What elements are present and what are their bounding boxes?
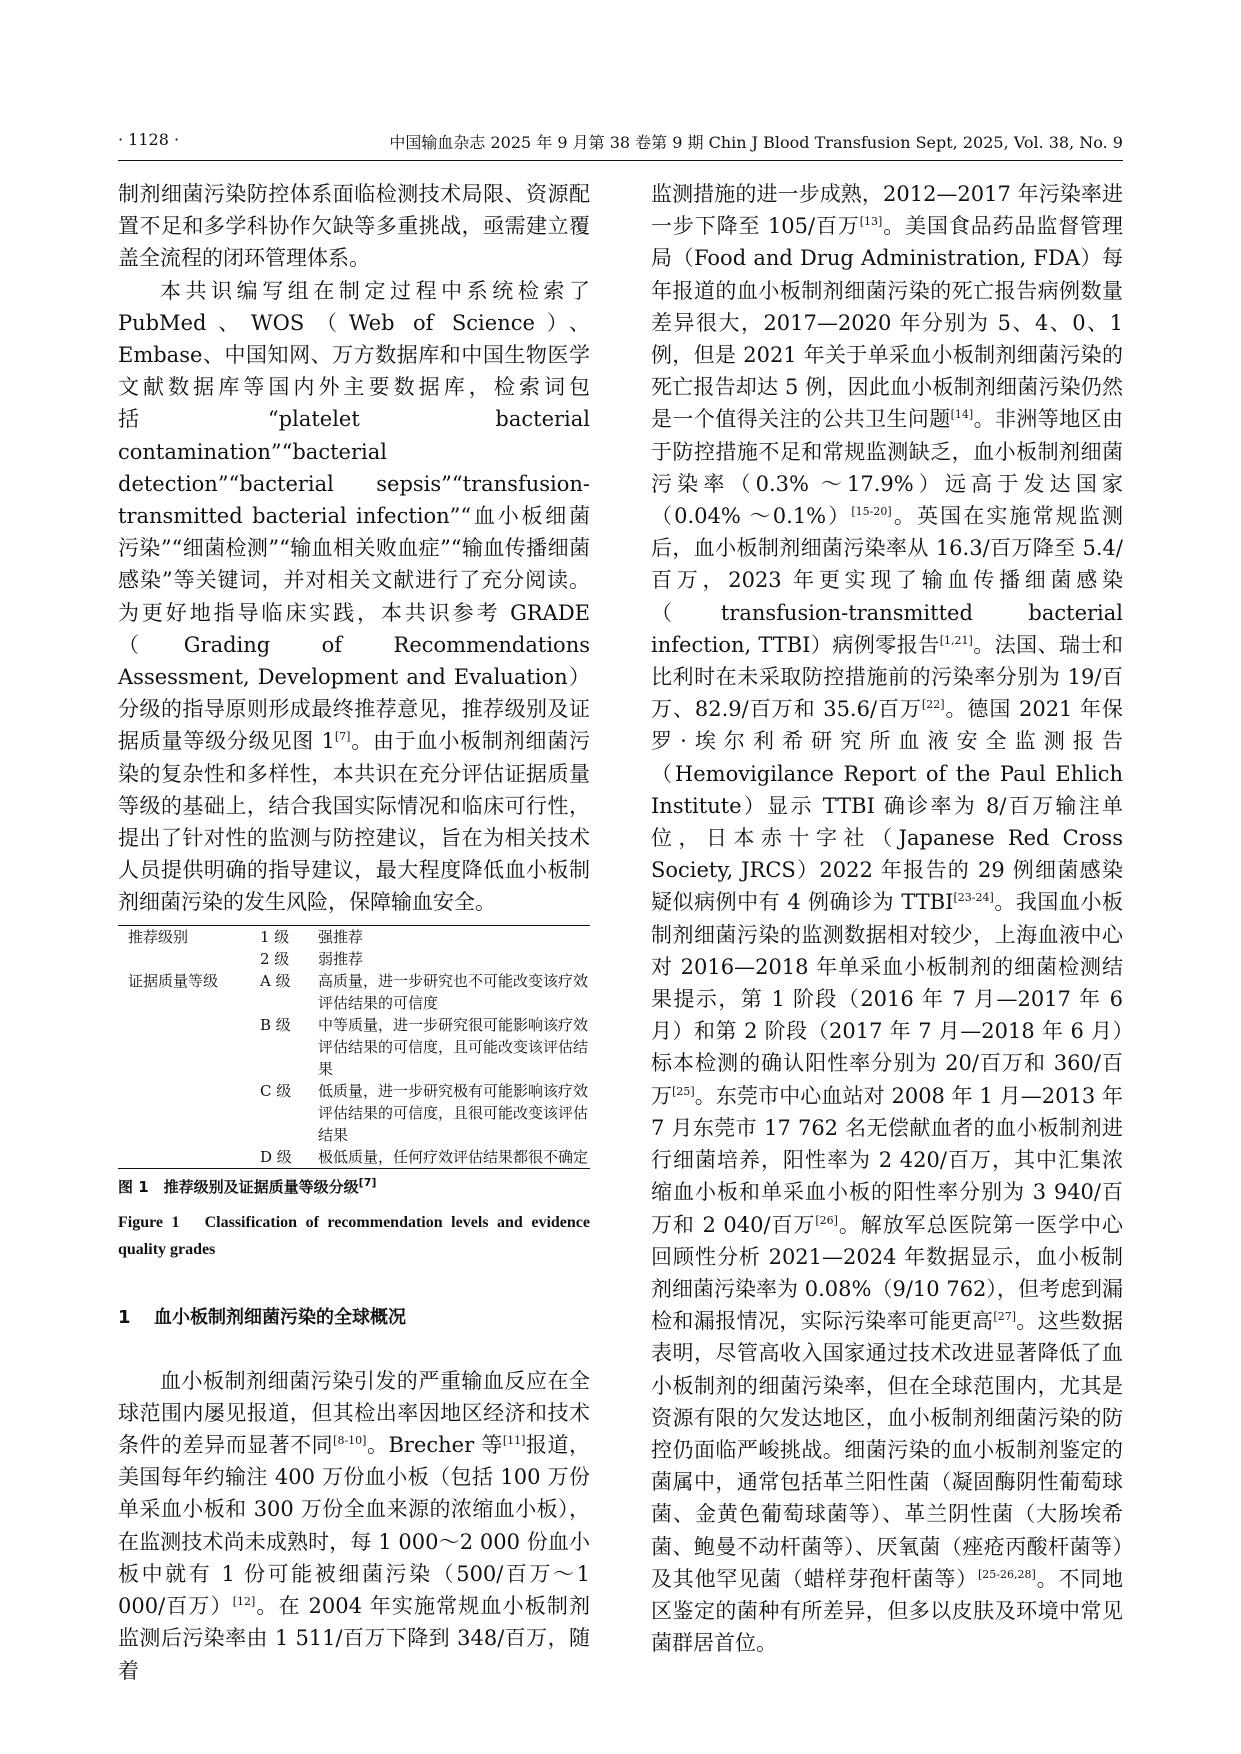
- table-cell: 极低质量，任何疗效评估结果都很不确定: [318, 1147, 589, 1166]
- table-cell: 低质量，进一步研究极有可能影响该疗效评估结果的可信度，且很可能改变该评估结果: [318, 1081, 589, 1144]
- table-cell: 2 级: [260, 949, 290, 968]
- left-column: [118, 178, 590, 1687]
- section-title: 血小板制剂细菌污染的全球概况: [154, 1306, 406, 1328]
- table-cell: 1 级: [260, 927, 290, 946]
- citation: [11]: [502, 1434, 526, 1448]
- citation: [1,21]: [939, 633, 973, 647]
- paragraph: 血小板制剂细菌污染引发的严重输血反应在全球范围内屡见报道，但其检出率因地区经济和技术条件的差异而显著不同[8-10]。Brecher 等[11]报道，美国每年约输注 400 万份血小板（包括 100 万份单采血小板和 300 万份全血来源的浓缩血小板），在监测技术尚未成熟时，每 1 000～2 000 份血小板中就有 1 份可能被细菌污染（500/百万～1 000/百万）[12]。在 2004 年实施常规血小板制剂监测后污染率由 1 511/百万下降到 348/百万，随着: [118, 1368, 591, 1683]
- citation: [7]: [358, 1175, 377, 1189]
- paragraph: 制剂细菌污染防控体系面临检测技术局限、资源配置不足和多学科协作欠缺等多重挑战，亟需建立覆盖全流程的闭环管理体系。: [118, 182, 590, 271]
- table-cell: A 级: [260, 971, 291, 990]
- table-cell: D 级: [260, 1147, 292, 1166]
- table-cell: B 级: [260, 1015, 291, 1034]
- citation: [8-10]: [333, 1434, 367, 1448]
- figure-caption-en: Figure 1 Classification of recommendation levels and evidence quality grades: [118, 1213, 590, 1258]
- table-cell: 中等质量，进一步研究很可能影响该疗效评估结果的可信度，且可能改变该评估结果: [318, 1015, 589, 1078]
- paragraph: 监测措施的进一步成熟，2012—2017 年污染率进一步下降至 105/百万[13]。美国食品药品监督管理局（Food and Drug Administration, FDA）每年报道的血小板制剂细菌污染的死亡报告病例数量差异很大，2017—2020 年分别为 5、4、0、1 例，但是 2021 年关于单采血小板制剂细菌污染的死亡报告却达 5 例，因此血小板制剂细菌污染仍然是一个值得关注的公共卫生问题[14]。非洲等地区由于防控措施不足和常规监测缺乏，血小板制剂细菌污染率（0.3% ～17.9%）远高于发达国家（0.04% ～0.1%）[15-20]。英国在实施常规监测后，血小板制剂细菌污染率从 16.3/百万降至 5.4/百万，2023 年更实现了输血传播细菌感染（transfusion-transmitted bacterial infection, TTBI）病例零报告[1,21]。法国、瑞士和比利时在未采取防控措施前的污染率分别为 19/百万、82.9/百万和 35.6/百万[22]。德国 2021 年保罗·埃尔利希研究所血液安全监测报告（Hemovigilance Report of the Paul Ehlich Institute）显示 TTBI 确诊率为 8/百万输注单位，日本赤十字社（Japanese Red Cross Society, JRCS）2022 年报告的 29 例细菌感染疑似病例中有 4 例确诊为 TTBI[23-24]。我国血小板制剂细菌污染的监测数据相对较少，上海血液中心对 2016—2018 年单采血小板制剂的细菌检测结果提示，第 1 阶段（2016 年 7 月—2017 年 6 月）和第 2 阶段（2017 年 7 月—2018 年 6 月）标本检测的确认阳性率分别为 20/百万和 360/百万[25]。东莞市中心血站对 2008 年 1 月—2013 年 7 月东莞市 17 762 名无偿献血者的血小板制剂进行细菌培养，阳性率为 2 420/百万，其中汇集浓缩血小板和单采血小板的阳性率分别为 3 940/百万和 2 040/百万[26]。解放军总医院第一医学中心回顾性分析 2021—2024 年数据显示，血小板制剂细菌污染率为 0.08%（9/10 762），但考虑到漏检和漏报情况，实际污染率可能更高[27]。这些数据表明，尽管高收入国家通过技术改进显著降低了血小板制剂的细菌污染率，但在全球范围内，尤其是资源有限的欠发达地区，血小板制剂细菌污染的防控仍面临严峻挑战。细菌污染的血小板制剂鉴定的菌属中，通常包括革兰阳性菌（凝固酶阴性葡萄球菌、金黄色葡萄球菌等）、革兰阴性菌（大肠埃希菌、鲍曼不动杆菌等）、厌氧菌（痤疮丙酸杆菌等）及其他罕见菌（蜡样芽孢杆菌等）[25-26,28]。不同地区鉴定的菌种有所差异，但多以皮肤及环境中常见菌群居首位。: [651, 182, 1124, 1656]
- paragraph: 本共识编写组在制定过程中系统检索了 PubMed、WOS（Web of Science）、Embase、中国知网、万方数据库和中国生物医学文献数据库等国内外主要数据库，检索词包括“platelet bacterial contamination”“bacterial detection”“bacterial sepsis”“transfusion-transmitted bacterial infection”“血小板细菌污染”“细菌检测”“输血相关败血症”“输血传播细菌感染”等关键词，并对相关文献进行了充分阅读。为更好地指导临床实践，本共识参考 GRADE（Grading of Recommendations Assessment, Development and Evaluation）分级的指导原则形成最终推荐意见，推荐级别及证据质量等级分级见图 1[7]。由于血小板制剂细菌污染的复杂性和多样性，本共识在充分评估证据质量等级的基础上，结合我国实际情况和临床可行性，提出了针对性的监测与防控建议，旨在为相关技术人员提供明确的指导建议，最大程度降低血小板制剂细菌污染的发生风险，保障输血安全。: [118, 278, 590, 915]
- journal-citation: 中国输血杂志 2025 年 9 月第 38 卷第 9 期 Chin J Blood Transfusion Sept, 2025, Vol. 38, No. 9: [389, 133, 1123, 152]
- table-cell: 强推荐: [318, 927, 364, 946]
- table-cell: C 级: [260, 1081, 292, 1100]
- citation: [14]: [950, 408, 974, 422]
- table-cell: 弱推荐: [318, 949, 364, 968]
- header-rule: [118, 160, 1123, 161]
- table-cell: 高质量，进一步研究也不可能改变该疗效评估结果的可信度: [318, 971, 589, 1012]
- citation: [13]: [859, 215, 883, 229]
- figure-caption-zh: 图 1 推荐级别及证据质量等级分级[7]: [118, 1175, 377, 1196]
- citation: [25-26,28]: [978, 1567, 1036, 1581]
- citation: [23-24]: [953, 891, 994, 905]
- citation: [12]: [232, 1595, 256, 1609]
- table-cell: 推荐级别: [128, 927, 189, 946]
- section-heading: [118, 1303, 590, 1329]
- page-number: · 1128 ·: [118, 130, 180, 149]
- figure-1-table: [118, 925, 590, 1169]
- citation: [27]: [993, 1310, 1016, 1324]
- page-header: [118, 130, 1123, 154]
- right-column: [651, 178, 1123, 1659]
- citation: [25]: [672, 1084, 695, 1098]
- citation: [26]: [815, 1213, 838, 1227]
- table-cell: 证据质量等级: [128, 971, 219, 990]
- citation: [22]: [921, 698, 945, 712]
- section-number: 1: [118, 1306, 131, 1328]
- citation: [15-20]: [851, 505, 892, 519]
- citation: [7]: [334, 730, 351, 744]
